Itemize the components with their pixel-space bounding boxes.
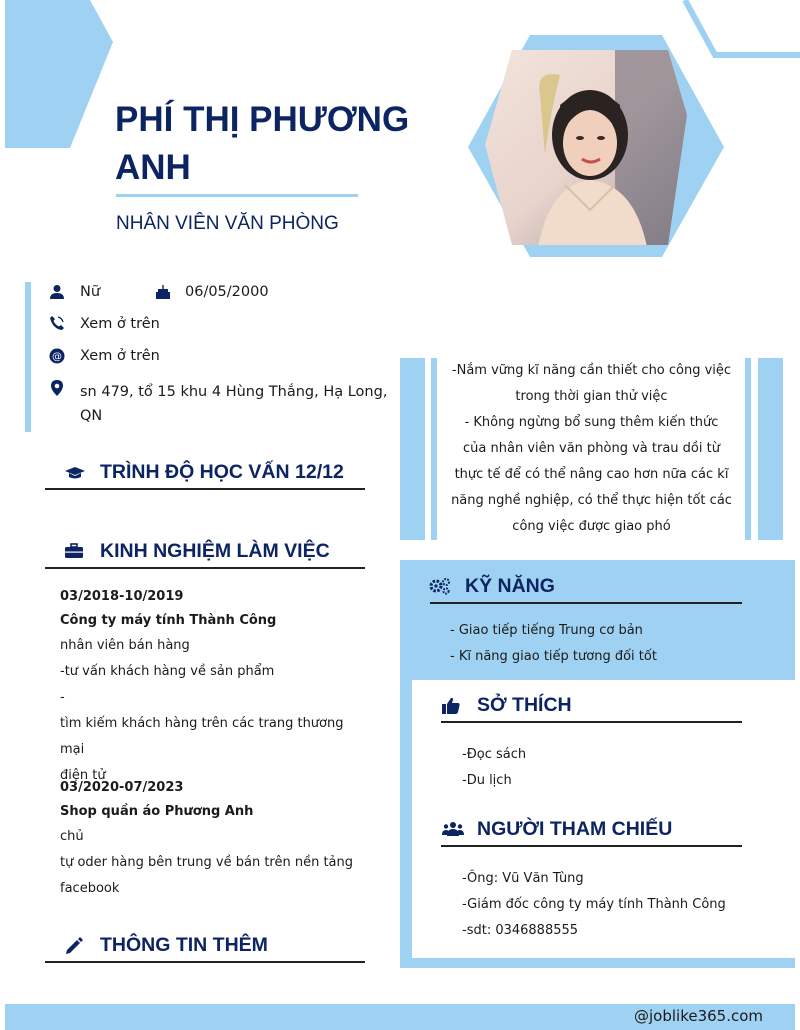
objective-bar-right-1 [745,358,751,540]
skills-list [450,618,740,670]
job-desc-line: - [60,690,65,705]
portrait-frame [465,35,727,260]
skills-divider [430,602,742,604]
at-icon [49,348,65,364]
name-underline [116,194,358,197]
objective-line: trong thời gian thử việc [515,389,668,404]
objective-line: công việc được giao phó [512,519,671,534]
reference-item: -sdt: 0346888555 [462,923,579,938]
hobby-item: -Du lịch [462,773,512,788]
hobby-item: -Đọc sách [462,747,527,762]
objective-line: năng nghề nghiệp, có thể thực hiện tốt các [451,493,732,508]
experience-title: KINH NGHIỆM LÀM VIỆC [100,540,330,562]
job-title: NHÂN VIÊN VĂN PHÒNG [116,213,339,234]
job-role: nhân viên bán hàng [60,638,190,653]
job-desc-line: -tư vấn khách hàng về sản phẩm [60,664,275,679]
skill-item: - Kĩ năng giao tiếp tương đối tốt [450,649,657,664]
footer-watermark: @joblike365.com [634,1007,764,1025]
objective-bar-left-1 [400,358,425,540]
reference-item: -Giám đốc công ty máy tính Thành Công [462,897,726,912]
candidate-name [115,96,435,192]
hobbies-title: SỞ THÍCH [477,694,572,716]
skills-title: KỸ NĂNG [465,575,555,597]
job-company: Công ty máy tính Thành Công [60,613,277,628]
objective-line: -Nắm vững kĩ năng cần thiết cho công việc [451,363,732,378]
location-icon [49,380,65,396]
address-line-2: QN [80,408,103,424]
hobbies-list [462,742,742,794]
gender-value: Nữ [80,284,101,300]
skill-item: - Giao tiếp tiếng Trung cơ bản [450,623,643,638]
address-value [80,380,387,428]
name-line-2: ANH [115,148,191,187]
objective-line: của nhân viên văn phòng và trau dồi từ [463,441,720,456]
education-title: TRÌNH ĐỘ HỌC VẤN 12/12 [100,461,344,483]
cake-icon [155,284,171,300]
job-role: chủ [60,829,84,844]
graduation-cap-icon [65,464,85,482]
objective-line: - Không ngừng bổ sung thêm kiến thức [464,415,719,430]
pencil-icon [65,937,83,955]
hobbies-divider [441,721,742,723]
job-desc-line: facebook [60,881,120,896]
name-line-1: PHÍ THỊ PHƯƠNG [115,100,410,139]
objective-line: thực tế để có thể nâng cao hơn nữa các kĩ [454,467,729,482]
references-divider [441,845,742,847]
users-icon [442,821,464,837]
info-accent-bar [25,282,31,432]
extra-info-title: THÔNG TIN THÊM [100,934,268,956]
email-value: Xem ở trên [80,348,160,364]
objective-bar-left-2 [431,358,437,540]
references-title: NGƯỜI THAM CHIẾU [477,818,673,840]
references-list [462,866,742,944]
job-desc-line: tự oder hàng bên trung về bán trên nền tảng [60,855,354,870]
objective-bar-right-2 [758,358,783,540]
gears-icon [429,577,451,595]
user-icon [49,284,65,300]
thumbs-up-icon [442,697,460,714]
svg-text:@: @ [52,351,62,363]
experience-divider [45,567,365,569]
address-line-1: sn 479, tổ 15 khu 4 Hùng Thắng, Hạ Long, [80,384,388,400]
phone-icon [49,315,65,331]
birthday-value: 06/05/2000 [185,284,269,300]
phone-value: Xem ở trên [80,316,160,332]
objective-text [440,358,743,540]
decor-top-left [0,0,115,150]
experience-entry-2 [60,776,365,902]
education-divider [45,488,365,490]
job-desc-line: tìm kiếm khách hàng trên các trang thương mại [60,716,344,757]
job-desc-line: điện tử [60,768,106,783]
job-company: Shop quần áo Phương Anh [60,804,254,819]
job-period: 03/2018-10/2019 [60,589,184,604]
experience-entry-1 [60,585,365,789]
job-period: 03/2020-07/2023 [60,780,184,795]
reference-item: -Ông: Vũ Văn Tùng [462,871,584,886]
briefcase-icon [65,543,83,559]
extra-info-divider [45,961,365,963]
